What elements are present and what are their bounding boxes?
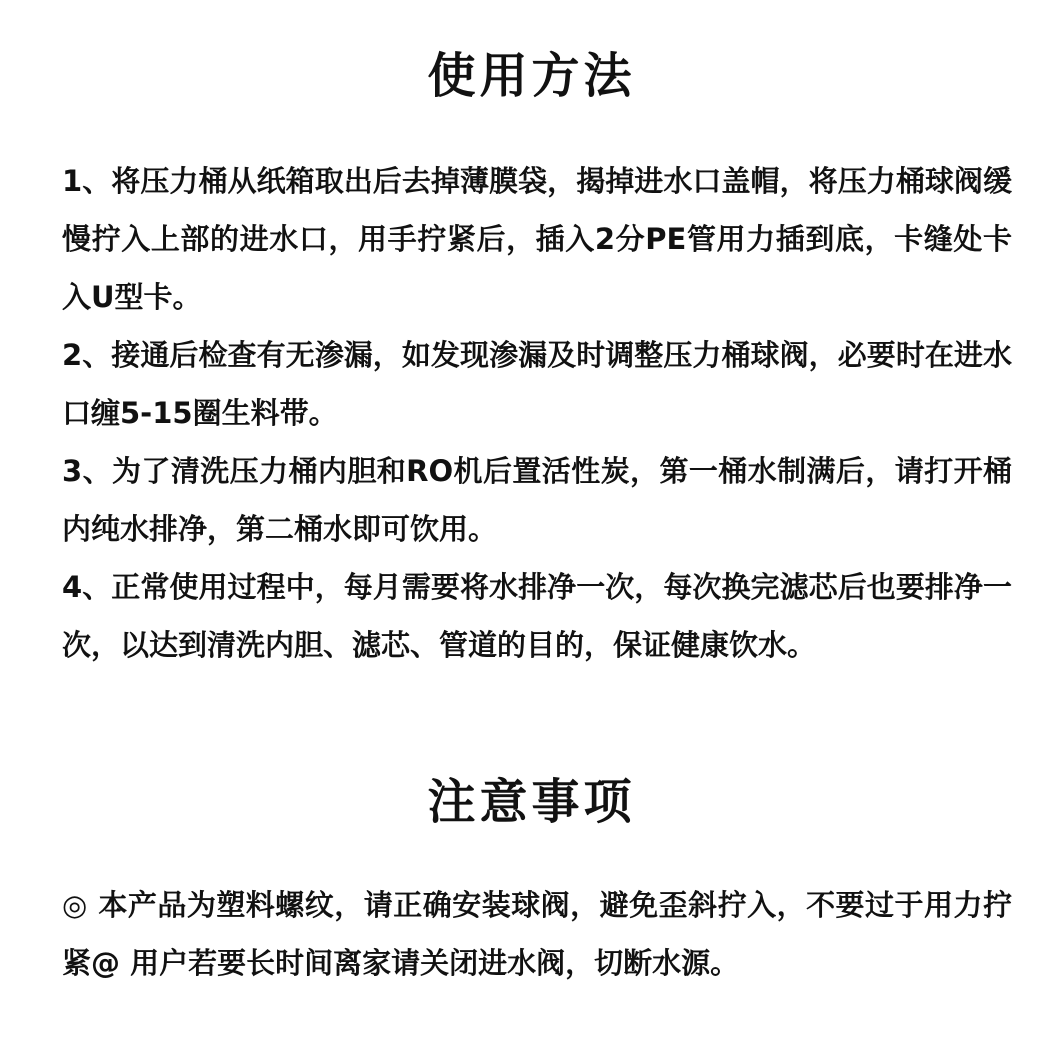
usage-step-1: 1、将压力桶从纸箱取出后去掉薄膜袋，揭掉进水口盖帽，将压力桶球阀缓慢拧入上部的进水口，用手拧紧后，插入2分PE管用力插到底，卡缝处卡入U型卡。 <box>62 164 1012 314</box>
notes-text: ◎ 本产品为塑料螺纹，请正确安装球阀，避免歪斜拧入，不要过于用力拧紧@ 用户若要长时间离家请关闭进水阀，切断水源。 <box>62 888 1012 980</box>
notes-section <box>62 876 1012 992</box>
usage-heading: 使用方法 <box>427 48 636 104</box>
usage-step-2: 2、接通后检查有无渗漏，如发现渗漏及时调整压力桶球阀，必要时在进水口缠5-15圈生料带。 <box>62 338 1012 430</box>
usage-steps <box>62 152 1012 674</box>
notes-heading: 注意事项 <box>427 774 636 830</box>
usage-step-4: 4、正常使用过程中，每月需要将水排净一次，每次换完滤芯后也要排净一次，以达到清洗内胆、滤芯、管道的目的，保证健康饮水。 <box>62 570 1012 662</box>
usage-step-3: 3、为了清洗压力桶内胆和RO机后置活性炭，第一桶水制满后，请打开桶内纯水排净，第二桶水即可饮用。 <box>62 454 1012 546</box>
